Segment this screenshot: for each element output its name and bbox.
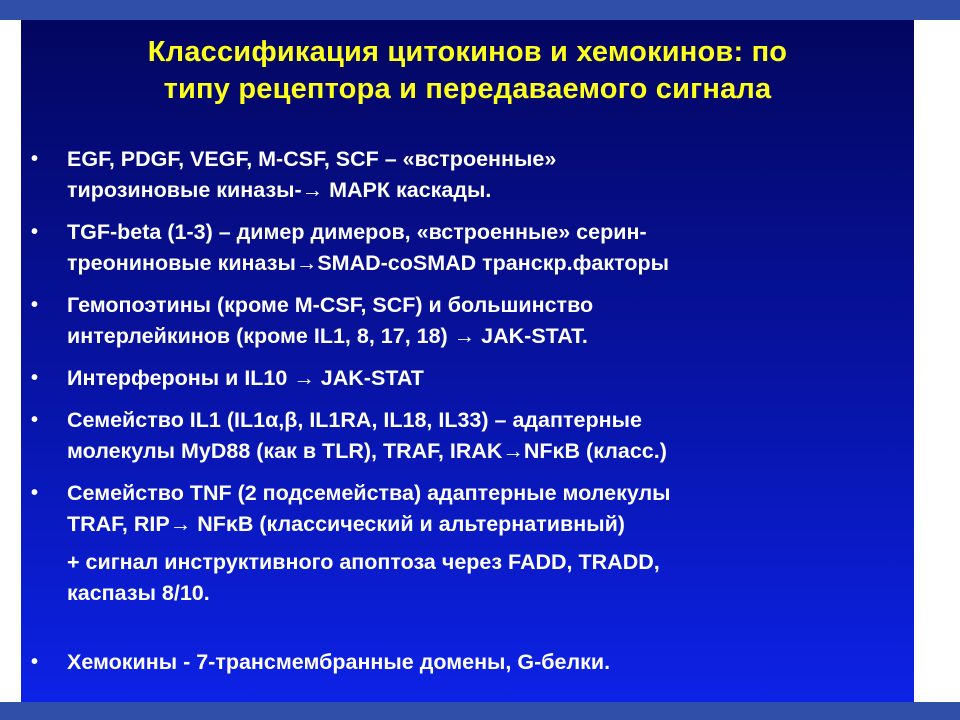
- bullet-icon: •: [31, 221, 39, 243]
- list-item-apoptosis-note: [21, 547, 914, 609]
- slide-title-line-2: типу рецептора и передаваемого сигнала: [163, 73, 772, 105]
- list-item-line: Семейство IL1 (IL1α,β, IL1RA, IL18, IL33) – адаптерные: [67, 408, 642, 432]
- list-item-chemokines: [21, 647, 914, 678]
- bullet-icon: •: [31, 294, 39, 316]
- list-item-line: каспазы 8/10.: [67, 581, 210, 605]
- bullet-icon: •: [31, 651, 39, 673]
- list-item-line: Хемокины - 7-трансмембранные домены, G-белки.: [67, 650, 611, 674]
- bullet-icon: •: [31, 367, 39, 389]
- list-item-line: + сигнал инструктивного апоптоза через FADD, TRADD,: [67, 550, 660, 574]
- list-item-line: молекулы MyD88 (как в TLR), TRAF, IRAK→NFκB (класс.): [67, 439, 667, 463]
- list-item-line: TGF-beta (1-3) – димер димеров, «встроенные» серин-: [67, 220, 647, 244]
- bullet-icon: •: [31, 482, 39, 504]
- top-frame-bar: [0, 0, 960, 20]
- bullet-icon: •: [31, 148, 39, 170]
- bullet-icon: •: [31, 409, 39, 431]
- list-item-line: тирозиновые киназы-→ МАРК каскады.: [67, 178, 492, 202]
- list-item-line: Семейство TNF (2 подсемейства) адаптерные молекулы: [67, 481, 671, 505]
- list-item-line: TRAF, RIP→ NFκB (классический и альтернативный): [67, 512, 625, 536]
- list-item-egf: [21, 144, 914, 206]
- list-item-line: Интерфероны и IL10 → JAK-STAT: [67, 366, 424, 390]
- list-item-tgf: [21, 217, 914, 279]
- bottom-frame-bar: [0, 702, 960, 720]
- bullet-list: [21, 144, 914, 689]
- list-item-hemopoietins: [21, 290, 914, 352]
- list-item-line: треониновые киназы→SMAD-coSMAD транскр.факторы: [67, 251, 669, 275]
- list-item-line: интерлейкинов (кроме IL1, 8, 17, 18) → JAK-STAT.: [67, 324, 588, 348]
- list-item-interferons: [21, 363, 914, 394]
- list-item-line: Гемопоэтины (кроме M-CSF, SCF) и большинство: [67, 293, 594, 317]
- list-item-line: EGF, PDGF, VEGF, M-CSF, SCF – «встроенные»: [67, 147, 557, 171]
- slide: [21, 20, 914, 702]
- list-item-tnf-family: [21, 478, 914, 540]
- slide-title-line-1: Классификация цитокинов и хемокинов: по: [147, 36, 788, 68]
- slide-title: [21, 34, 914, 108]
- list-item-il1-family: [21, 405, 914, 467]
